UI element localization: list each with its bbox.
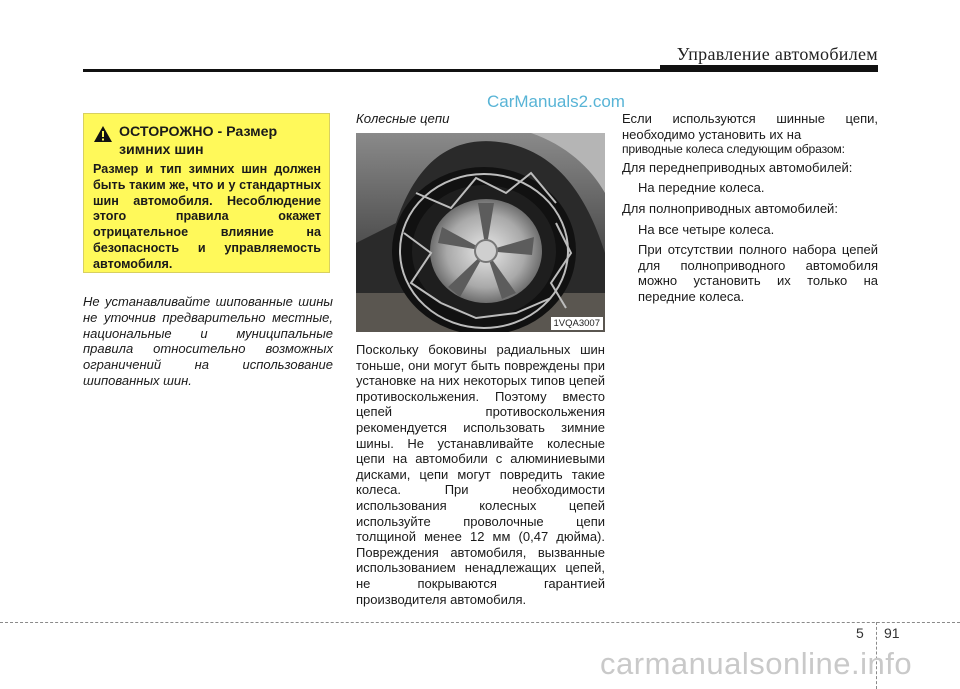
awd-note: При отсутствии полного набора цепей для полноприводного автомобиля можно установить их только на передние колеса. (638, 242, 878, 304)
studded-tires-note: Не устанавливайте шипованные шины не уточнив предварительно местные, национальные и муниципальные правила относительно возможных ограничений на использование шипованных шин. (83, 294, 333, 388)
watermark-top[interactable]: CarManuals2.com (487, 92, 625, 111)
warning-box (83, 113, 330, 273)
warning-triangle-icon (93, 125, 113, 143)
warning-body: Размер и тип зимних шин должен быть таким же, что и у стандартных шин автомобиля. Несоблюдение этого правила окажет отрицательное влияние на безопасность и управляемость автомобиля. (93, 162, 321, 271)
section-heading: Колесные цепи (356, 111, 450, 126)
right-column (622, 111, 878, 305)
watermark-bottom[interactable]: carmanualsonline.info (600, 646, 913, 681)
right-intro: Если используются шинные цепи, необходимо установить их на (622, 111, 878, 142)
section-number: 5 (856, 625, 864, 641)
tire-chain-illustration (356, 133, 605, 332)
page-number: 91 (884, 625, 900, 641)
chains-body: Поскольку боковины радиальных шин тоньше, они могут быть повреждены при установке на них некоторых типов цепей противоскольжения. Поэтому вместо цепей противоскольжения рекомендуется использовать зимние шины. Не устанавливайте колесные цепи на автомобили с алюминиевыми дисками, цепи могут повредить такие колеса. При необходимости использования колесных цепей используйте проволочные цепи толщиной менее 12 мм (0,47 дюйма). Повреждения автомобиля, вызванные использованием ненадлежащих цепей, не покрываются гарантией производителя автомобиля. (356, 342, 605, 607)
fwd-label: Для переднеприводных автомобилей: (622, 159, 853, 175)
header-rule (83, 69, 878, 72)
photo-code: 1VQA3007 (551, 317, 603, 330)
header-title: Управление автомобилем (676, 44, 878, 64)
footer-rule (0, 622, 960, 623)
right-intro-small: приводные колеса следующим образом: (622, 142, 845, 157)
tire-chain-photo (356, 133, 605, 332)
awd-value: На все четыре колеса. (638, 221, 775, 237)
fwd-value: На передние колеса. (638, 180, 765, 196)
warning-title: ОСТОРОЖНО - Размер зимних шин (119, 124, 278, 158)
awd-label: Для полноприводных автомобилей: (622, 200, 838, 216)
